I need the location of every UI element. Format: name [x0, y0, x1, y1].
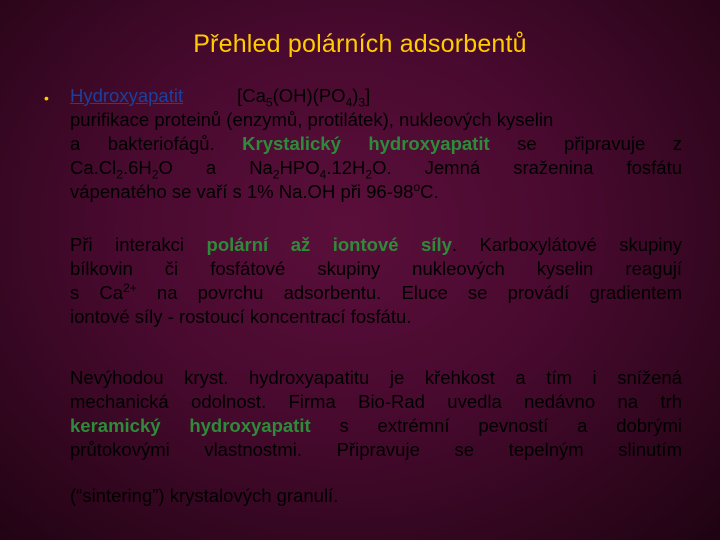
- chemical-formula: $[Ca_5(OH)(PO_4)_3]$: [237, 85, 371, 110]
- highlight-polar-ionic-strength: polární až iontové síly: [206, 234, 452, 255]
- heading-line: [70, 84, 682, 108]
- text-line: Při interakci polární až iontové síly. Karboxylátové skupiny: [70, 234, 683, 255]
- text-line: (“sintering”) krystalových granulí.: [70, 485, 339, 506]
- paragraph-hydroxyapatite-intro: [70, 84, 682, 204]
- highlight-crystalline-hydroxyapatite: Krystalický hydroxyapatit: [242, 133, 490, 154]
- slide-title: Přehled polárních adsorbentů: [193, 30, 527, 58]
- paragraph-sintering: [70, 484, 682, 508]
- text-line: vápenatého se vaří s 1% Na.OH při 96-98$^o$C.: [70, 179, 439, 202]
- paragraph-interaction: [70, 233, 682, 329]
- text-line: mechanická odolnost. Firma Bio-Rad uvedla nedávno na trh: [70, 391, 682, 412]
- text-line: s $Ca^{2+}$ na povrchu adsorbentu. Eluce se provádí gradientem: [70, 280, 682, 303]
- paragraph-disadvantage: [70, 366, 682, 462]
- text-line: iontové síly - rostoucí koncentrací fosfátu.: [70, 306, 412, 327]
- text-line: průtokovými vlastnostmi. Připravuje se tepelným slinutím: [70, 439, 682, 460]
- text-line: a bakteriofágů. Krystalický hydroxyapatit se připravuje z: [70, 133, 682, 154]
- bullet-marker: •: [44, 90, 49, 106]
- text-line: $Ca.Cl_2.6H_2O$ a $Na_2HPO_4.12H_2O$. Jemná sraženina fosfátu: [70, 157, 682, 182]
- text-line: bílkovin či fosfátové skupiny nukleových kyselin reagují: [70, 258, 682, 279]
- text-line: purifikace proteinů (enzymů, protilátek), nukleových kyselin: [70, 109, 554, 130]
- highlight-ceramic-hydroxyapatite: keramický hydroxyapatit: [70, 415, 311, 436]
- text-line: Nevýhodou kryst. hydroxyapatitu je křehkost a tím i snížená: [70, 367, 682, 388]
- hydroxyapatit-link[interactable]: Hydroxyapatit: [70, 85, 184, 106]
- text-line: keramický hydroxyapatit s extrémní pevností a dobrými: [70, 415, 682, 436]
